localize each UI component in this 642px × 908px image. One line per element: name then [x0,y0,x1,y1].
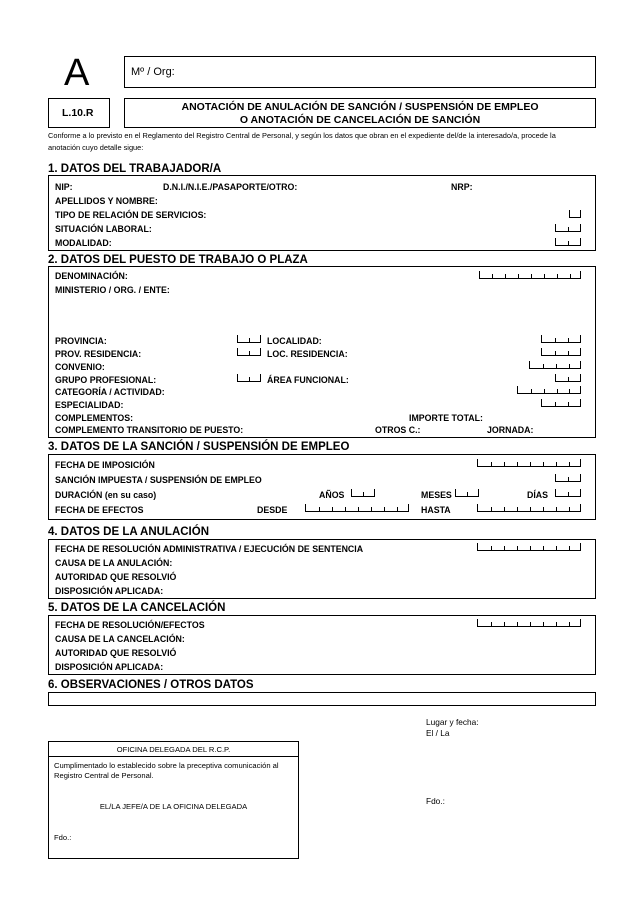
anulacion-disposicion-label: DISPOSICIÓN APLICADA: [55,586,164,596]
section2-box [48,266,596,438]
section6-title: 6. OBSERVACIONES / OTROS DATOS [48,679,254,691]
dni-label: D.N.I./N.I.E./PASAPORTE/OTRO: [163,182,298,192]
sancion-impuesta-field[interactable] [555,474,581,482]
area-funcional-field[interactable] [555,374,581,382]
form-title-line1: ANOTACIÓN DE ANULACIÓN DE SANCIÓN / SUSPENSIÓN DE EMPLEO [181,101,539,113]
loc-residencia-field[interactable] [541,348,581,356]
provincia-field[interactable] [237,335,261,343]
meses-label: MESES [421,490,452,500]
section5-title: 5. DATOS DE LA CANCELACIÓN [48,602,226,614]
ministerio-label: MINISTERIO / ORG. / ENTE: [55,285,170,295]
loc-residencia-label: LOC. RESIDENCIA: [267,349,348,359]
observaciones-field[interactable] [48,692,596,706]
localidad-label: LOCALIDAD: [267,336,322,346]
jornada-label: JORNADA: [487,425,534,435]
anulacion-fecha-field[interactable] [477,543,581,551]
denominacion-label: DENOMINACIÓN: [55,271,128,281]
cancelacion-autoridad-label: AUTORIDAD QUE RESOLVIÓ [55,648,177,658]
hasta-field[interactable] [477,504,581,512]
fecha-imposicion-label: FECHA DE IMPOSICIÓN [55,460,155,470]
form-letter: A [64,52,90,94]
office-chief-label: EL/LA JEFE/A DE LA OFICINA DELEGADA [99,802,248,811]
section4-title: 4. DATOS DE LA ANULACIÓN [48,526,210,538]
form-title-line2: O ANOTACIÓN DE CANCELACIÓN DE SANCIÓN [239,114,481,126]
otros-c-label: OTROS C.: [375,425,421,435]
anos-label: AÑOS [319,490,345,500]
area-funcional-label: ÁREA FUNCIONAL: [267,375,349,385]
modalidad-field[interactable] [555,238,581,246]
lugar-fecha-label: Lugar y fecha: [426,717,479,727]
situacion-field[interactable] [555,224,581,232]
fdo-left-label: Fdo.: [54,833,72,842]
org-field[interactable] [124,56,596,88]
cancelacion-causa-label: CAUSA DE LA CANCELACIÓN: [55,634,185,644]
form-code-box [48,98,110,128]
section2-title: 2. DATOS DEL PUESTO DE TRABAJO O PLAZA [48,254,308,266]
nrp-label: NRP: [451,182,473,192]
situacion-label: SITUACIÓN LABORAL: [55,224,152,234]
modalidad-label: MODALIDAD: [55,238,112,248]
nip-label: NIP: [55,182,73,192]
office-text-line1: Cumplimentado lo establecido sobre la preceptiva comunicación al [54,761,279,770]
office-title: OFICINA DELEGADA DEL R.C.P. [116,745,231,754]
cancelacion-fecha-field[interactable] [477,619,581,627]
hasta-label: HASTA [421,505,451,515]
prov-residencia-label: PROV. RESIDENCIA: [55,349,142,359]
convenio-label: CONVENIO: [55,362,105,372]
tipo-relacion-label: TIPO DE RELACIÓN DE SERVICIOS: [55,210,207,220]
section4-box [48,539,596,599]
form-code: L.10.R [62,107,94,119]
section1-title: 1. DATOS DEL TRABAJADOR/A [48,163,222,175]
prov-residencia-field[interactable] [237,348,261,356]
section5-box [48,615,596,675]
duracion-label: DURACIÓN (en su caso) [55,490,157,500]
grupo-profesional-field[interactable] [237,374,261,382]
office-text-line2: Registro Central de Personal. [54,771,154,780]
intro-line1: Conforme a lo previsto en el Reglamento del Registro Central de Personal, y según los datos que obran en el expediente del/de la interesado/a, procede la [48,131,556,140]
especialidad-label: ESPECIALIDAD: [55,400,124,410]
importe-total-label: IMPORTE TOTAL: [409,413,483,423]
anulacion-fecha-label: FECHA DE RESOLUCIÓN ADMINISTRATIVA / EJECUCIÓN DE SENTENCIA [55,544,364,554]
denominacion-field[interactable] [479,271,581,279]
intro-line2: anotación cuyo detalle sigue: [48,143,144,152]
section3-box [48,454,596,520]
categoria-label: CATEGORÍA / ACTIVIDAD: [55,387,165,397]
sancion-impuesta-label: SANCIÓN IMPUESTA / SUSPENSIÓN DE EMPLEO [55,475,262,485]
cancelacion-fecha-label: FECHA DE RESOLUCIÓN/EFECTOS [55,620,205,630]
section3-title: 3. DATOS DE LA SANCIÓN / SUSPENSIÓN DE EMPLEO [48,441,350,453]
dias-label: DÍAS [527,490,549,500]
tipo-relacion-field[interactable] [569,210,581,218]
el-la-label: El / La [426,728,450,738]
grupo-profesional-label: GRUPO PROFESIONAL: [55,375,157,385]
fdo-right-label: Fdo.: [426,796,445,806]
org-label: Mº / Org: [131,66,175,78]
complementos-label: COMPLEMENTOS: [55,413,134,423]
anulacion-autoridad-label: AUTORIDAD QUE RESOLVIÓ [55,572,177,582]
complemento-transitorio-label: COMPLEMENTO TRANSITORIO DE PUESTO: [55,425,244,435]
apellidos-label: APELLIDOS Y NOMBRE: [55,196,158,206]
provincia-label: PROVINCIA: [55,336,107,346]
categoria-field[interactable] [517,386,581,394]
especialidad-field[interactable] [541,399,581,407]
office-divider [49,756,298,757]
anulacion-causa-label: CAUSA DE LA ANULACIÓN: [55,558,173,568]
localidad-field[interactable] [541,335,581,343]
office-box [48,741,299,859]
desde-field[interactable] [305,504,409,512]
fecha-efectos-label: FECHA DE EFECTOS [55,505,144,515]
form-title-box [124,98,596,128]
section1-box [48,175,596,251]
desde-label: DESDE [257,505,288,515]
fecha-imposicion-field[interactable] [477,459,581,467]
dias-field[interactable] [555,489,581,497]
anos-field[interactable] [351,489,375,497]
meses-field[interactable] [455,489,479,497]
convenio-field[interactable] [529,361,581,369]
cancelacion-disposicion-label: DISPOSICIÓN APLICADA: [55,662,164,672]
